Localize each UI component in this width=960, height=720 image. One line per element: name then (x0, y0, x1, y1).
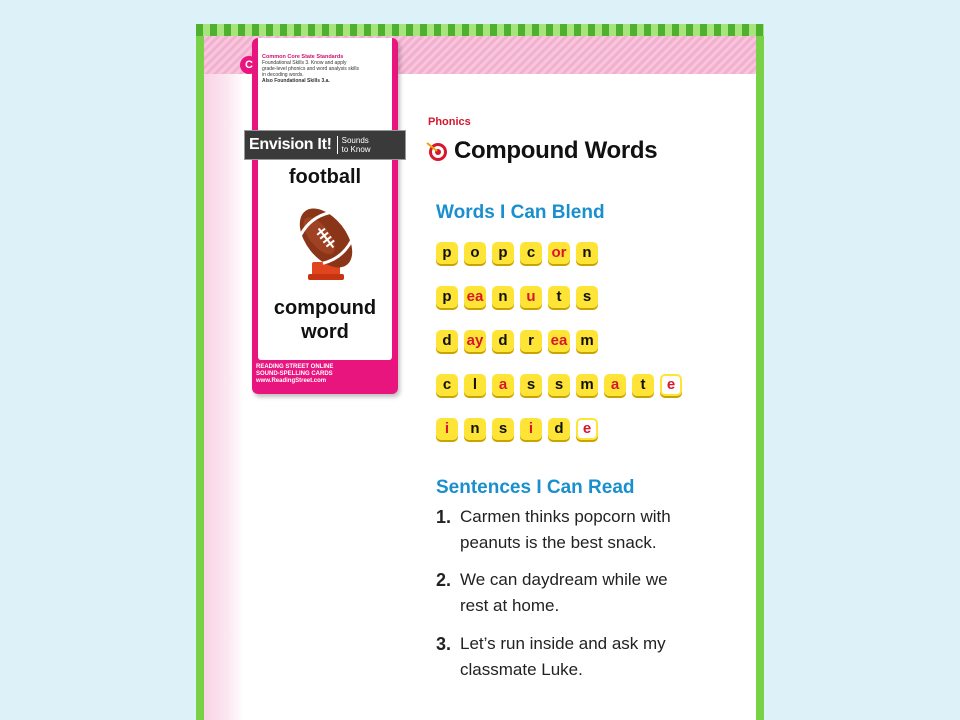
letter-tile: c (520, 242, 542, 264)
letter-tile: c (436, 374, 458, 396)
ccss-line: grade-level phonics and word analysis skills (262, 66, 359, 72)
sound-spelling-card (245, 38, 398, 394)
letter-tile: r (520, 330, 542, 352)
blend-word-row (436, 418, 604, 440)
letter-tile: s (576, 286, 598, 308)
letter-tile: a (492, 374, 514, 396)
lesson-title: Compound Words (454, 137, 658, 164)
ccss-standards (262, 54, 390, 84)
letter-tile: ay (464, 330, 486, 352)
letter-tile: p (492, 242, 514, 264)
lesson-title-row (426, 137, 657, 165)
sentence-number: 3. (436, 634, 452, 654)
letter-tile: p (436, 286, 458, 308)
sentence-number: 1. (436, 507, 452, 527)
letter-tile: u (520, 286, 542, 308)
football-icon (290, 200, 362, 286)
sentence-text: Carmen thinks popcorn with peanuts is the best snack. (460, 507, 671, 552)
letter-tile: p (436, 242, 458, 264)
sounds-to-know-label: Sounds to Know (337, 136, 371, 154)
ccss-line: Also Foundational Skills 3.a. (262, 78, 330, 84)
ccss-line: Foundational Skills 3. Know and apply (262, 60, 347, 66)
letter-tile: d (436, 330, 458, 352)
card-inner (245, 38, 392, 360)
letter-tile: i (436, 418, 458, 440)
sentence-number: 2. (436, 570, 452, 590)
letter-tile: ea (464, 286, 486, 308)
letter-tile: s (520, 374, 542, 396)
letter-tile: o (464, 242, 486, 264)
letter-tile: a (604, 374, 626, 396)
letter-tile: n (576, 242, 598, 264)
envision-it-logo: Envision It! (249, 136, 332, 153)
card-word-compound: compound word (273, 297, 377, 343)
letter-tile: d (492, 330, 514, 352)
letter-tile: e (576, 418, 598, 440)
envision-it-banner (244, 130, 406, 160)
sentence-item (436, 504, 736, 556)
section-label: Phonics (428, 116, 471, 128)
ccss-line: in decoding words. (262, 72, 304, 78)
sentence-text: We can daydream while we rest at home. (460, 570, 668, 615)
blend-word-row (436, 330, 604, 352)
letter-tile: n (464, 418, 486, 440)
letter-tile: m (576, 330, 598, 352)
letter-tile: e (660, 374, 682, 396)
blend-word-row (436, 286, 604, 308)
sentence-text: Let’s run inside and ask my classmate Luke. (460, 634, 666, 679)
letter-tile: t (548, 286, 570, 308)
blend-word-row (436, 374, 688, 396)
words-i-can-blend-heading: Words I Can Blend (436, 202, 605, 223)
sentence-item (436, 567, 736, 619)
sentence-item (436, 631, 736, 683)
letter-tile: l (464, 374, 486, 396)
letter-tile: m (576, 374, 598, 396)
letter-tile: d (548, 418, 570, 440)
letter-tile: s (492, 418, 514, 440)
letter-tile: or (548, 242, 570, 264)
letter-tile: s (548, 374, 570, 396)
letter-tile: i (520, 418, 542, 440)
sentences-i-can-read-heading: Sentences I Can Read (436, 477, 635, 498)
blend-word-row (436, 242, 604, 264)
letter-tile: t (632, 374, 654, 396)
letter-tile: n (492, 286, 514, 308)
ccss-logo-icon: C (240, 56, 258, 74)
pink-side-band (204, 74, 244, 720)
card-footer: READING STREET ONLINE SOUND-SPELLING CARDS www.ReadingStreet.com (256, 364, 334, 384)
textbook-page (196, 24, 764, 720)
target-icon (426, 140, 448, 162)
card-word-football: football (288, 166, 362, 188)
letter-tile: ea (548, 330, 570, 352)
page-top-stripe (196, 24, 764, 36)
ccss-title: Common Core State Standards (262, 54, 344, 60)
page-content (204, 36, 756, 720)
